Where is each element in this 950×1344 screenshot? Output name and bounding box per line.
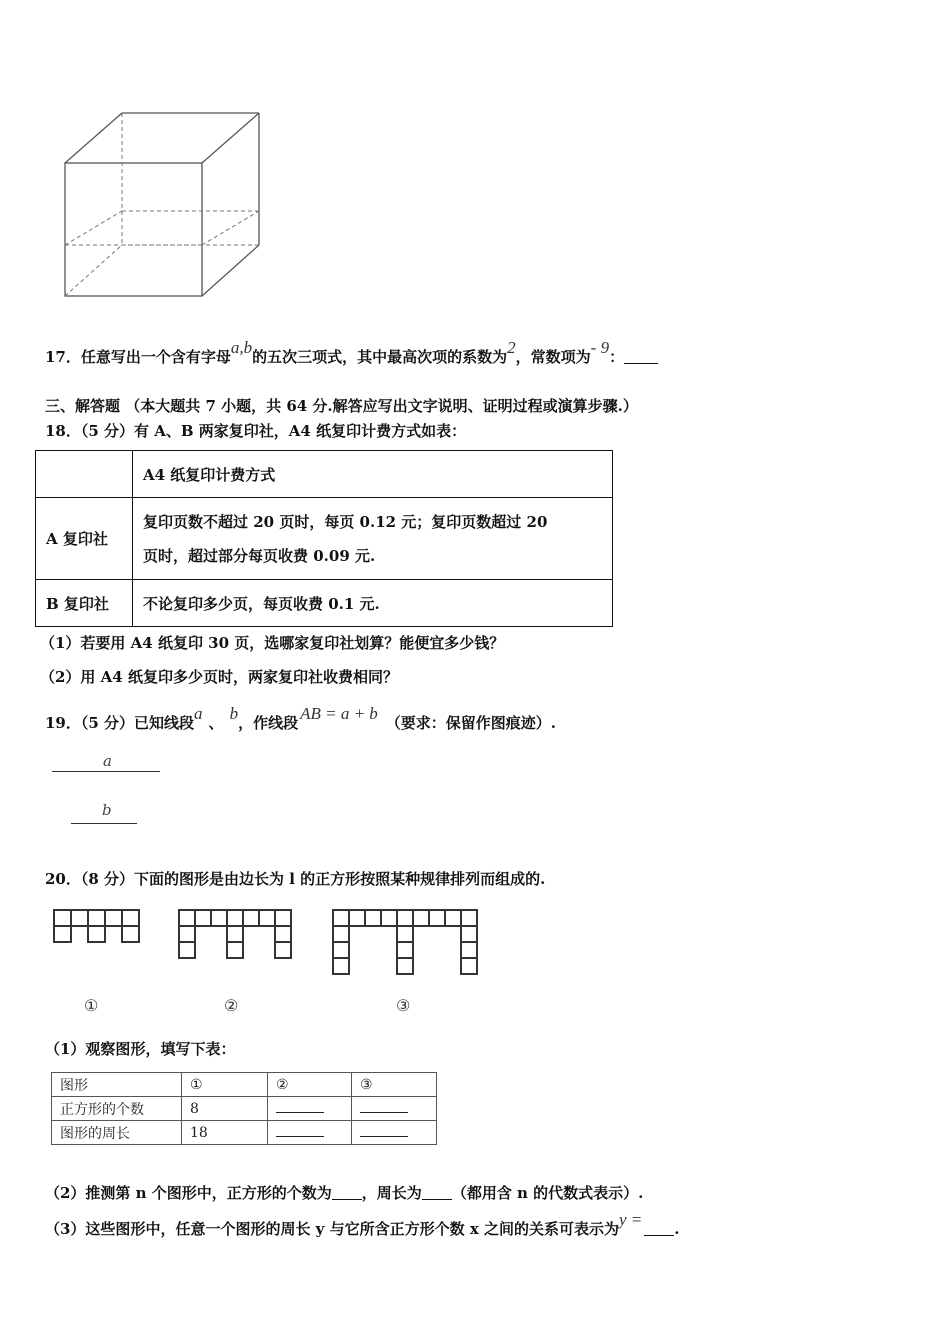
question-19: 19．（5 分）已知线段a 、 b，作线段 AB = a + b （要求：保留作图痕迹）.	[45, 704, 557, 732]
section-3-title: 三、解答题 （本大题共 7 小题，共 64 分.解答应写出文字说明、证明过程或演算步骤.）	[45, 397, 638, 415]
row-perimeter-2[interactable]	[268, 1121, 352, 1145]
row-b-text: 不论复印多少页，每页收费 0.1 元.	[133, 580, 613, 627]
figure-3-label: ③	[396, 996, 411, 1015]
question-17: 17．任意写出一个含有字母a,b的五次三项式，其中最高次项的系数为2，常数项为- 9：	[45, 346, 658, 367]
question-20-stem: 20．（8 分）下面的图形是由边长为 l 的正方形按照某种规律排列而组成的.	[45, 870, 546, 888]
figure-2-label: ②	[224, 996, 239, 1015]
row-square-count-label: 正方形的个数	[52, 1097, 182, 1121]
q19-b: b	[229, 704, 239, 723]
q17-letters: a,b	[230, 338, 253, 357]
pricing-header: A4 纸复印计费方式	[133, 451, 613, 498]
q17-const: - 9	[590, 338, 610, 357]
q17-coef: 2	[507, 338, 516, 357]
row-perimeter-label: 图形的周长	[52, 1121, 182, 1145]
row-a-label: A 复印社	[36, 498, 133, 580]
row-perimeter-1: 18	[182, 1121, 268, 1145]
question-20-part2: （2）推测第 n 个图形中，正方形的个数为 ，周长为 （都用含 n 的代数式表示）.	[45, 1184, 644, 1202]
segment-b-label: b	[102, 801, 112, 819]
figure-1-label: ①	[84, 996, 99, 1015]
question-18-part1: （1）若要用 A4 纸复印 30 页，选哪家复印社划算？能便宜多少钱？	[40, 634, 505, 652]
row-square-count-2[interactable]	[268, 1097, 352, 1121]
question-18-part2: （2）用 A4 纸复印多少页时，两家复印社收费相同？	[40, 668, 398, 686]
question-20-part3: （3）这些图形中，任意一个图形的周长 y 与它所含正方形个数 x 之间的关系可表示为y = .	[45, 1210, 680, 1238]
q19-a: a	[194, 704, 203, 723]
question-18-stem: 18．（5 分）有 A、B 两家复印社，A4 纸复印计费方式如表：	[45, 422, 467, 440]
segment-b	[71, 823, 137, 824]
row-square-count-3[interactable]	[352, 1097, 437, 1121]
square-pattern-figure-3	[332, 909, 487, 979]
fig-table-header-1: ①	[182, 1073, 268, 1097]
answer-blank-perimeter[interactable]	[422, 1185, 452, 1200]
q19-expr: AB = a + b	[300, 704, 378, 723]
answer-blank-relation[interactable]	[644, 1221, 674, 1236]
cube-figure	[55, 105, 270, 305]
square-pattern-figure-2	[178, 909, 298, 963]
row-a-line1: 复印页数不超过 20 页时，每页 0.12 元；复印页数超过 20	[143, 512, 548, 531]
q20-y-equals: y =	[619, 1210, 643, 1229]
fig-table-header-3: ③	[352, 1073, 437, 1097]
question-20-part1: （1）观察图形，填写下表：	[45, 1040, 236, 1058]
segment-a	[52, 771, 160, 772]
copy-pricing-table	[35, 450, 613, 627]
fig-table-header-2: ②	[268, 1073, 352, 1097]
row-b-label: B 复印社	[36, 580, 133, 627]
segment-a-label: a	[103, 752, 112, 770]
answer-blank-count[interactable]	[332, 1185, 362, 1200]
figure-table	[51, 1072, 437, 1145]
row-square-count-1: 8	[182, 1097, 268, 1121]
fig-table-header-0: 图形	[52, 1073, 182, 1097]
answer-blank[interactable]	[624, 349, 658, 364]
square-pattern-figure-1	[53, 909, 143, 945]
row-perimeter-3[interactable]	[352, 1121, 437, 1145]
row-a-line2: 页时，超过部分每页收费 0.09 元.	[143, 546, 376, 565]
